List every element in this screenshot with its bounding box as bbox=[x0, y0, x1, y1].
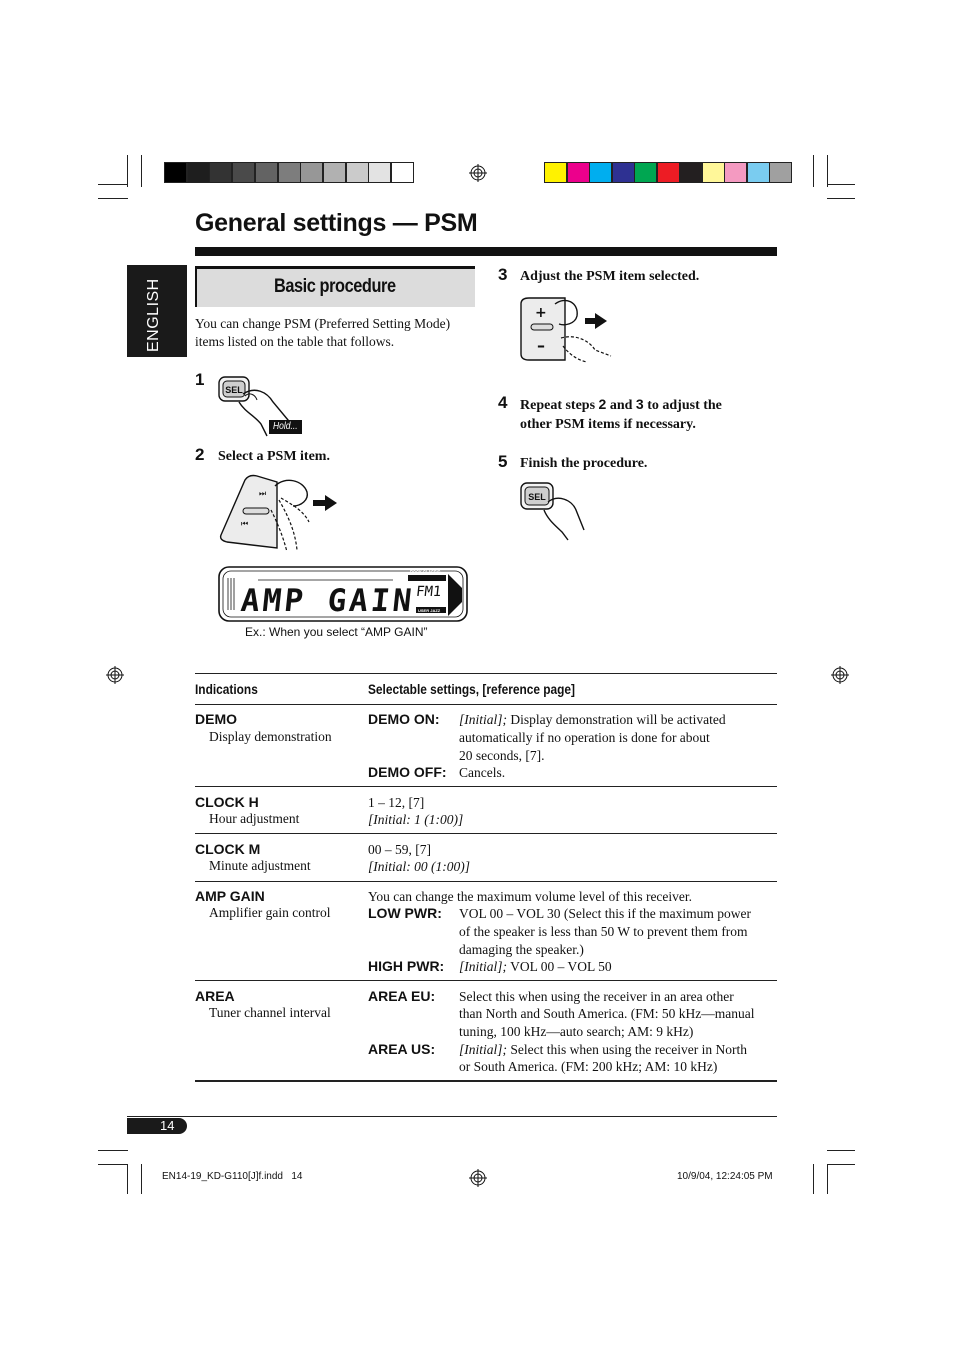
option-line: automatically if no operation is done for about bbox=[459, 730, 710, 745]
section-heading: Basic procedure bbox=[274, 276, 396, 297]
sel-hold-illustration bbox=[215, 374, 315, 440]
option-line-text: VOL 00 – VOL 50 bbox=[507, 959, 612, 974]
page-title: General settings — PSM bbox=[195, 209, 478, 237]
lcd-tag-top: ROCK CLASSIC bbox=[410, 569, 441, 574]
color-swatch bbox=[612, 162, 635, 183]
option-line: 20 seconds, [7]. bbox=[459, 748, 545, 763]
table-header-rule bbox=[195, 704, 777, 705]
svg-text:SEL: SEL bbox=[225, 385, 243, 395]
row-name: CLOCK M bbox=[195, 841, 261, 857]
row-name: AMP GAIN bbox=[195, 888, 265, 904]
step-4-text bbox=[520, 395, 722, 434]
table-top-rule bbox=[195, 673, 777, 674]
option-text bbox=[459, 958, 612, 976]
step-ref-2: 2 bbox=[598, 396, 607, 412]
row-rule bbox=[195, 833, 777, 834]
page-number-box bbox=[127, 1118, 187, 1134]
row-range: 1 – 12, [7] bbox=[368, 795, 425, 810]
footer-rule bbox=[127, 1116, 777, 1117]
gray-swatch bbox=[209, 162, 232, 183]
gray-swatch bbox=[164, 162, 187, 183]
option-line-text: Display demonstration will be activated bbox=[507, 712, 726, 727]
color-swatch bbox=[544, 162, 567, 183]
language-tab-label: ENGLISH bbox=[145, 278, 162, 352]
hold-label: Hold... bbox=[273, 421, 298, 432]
row-intro: You can change the maximum volume level of this receiver. bbox=[368, 889, 693, 904]
header-settings: Selectable settings, [reference page] bbox=[368, 681, 576, 697]
row-rule bbox=[195, 881, 777, 882]
initial-marker: [Initial]; bbox=[459, 712, 508, 727]
gray-swatch bbox=[346, 162, 369, 183]
step-4-line: other PSM items if necessary. bbox=[520, 417, 696, 432]
svg-text:⏭: ⏭ bbox=[259, 489, 267, 498]
row-rule bbox=[195, 786, 777, 787]
gray-swatch bbox=[323, 162, 346, 183]
row-desc: Tuner channel interval bbox=[209, 1005, 331, 1020]
row-desc: Hour adjustment bbox=[209, 811, 300, 826]
option-text: Cancels. bbox=[459, 765, 506, 780]
title-rule bbox=[195, 247, 777, 256]
step-2-number: 2 bbox=[195, 445, 205, 464]
step-5-text: Finish the procedure. bbox=[520, 456, 648, 471]
gray-swatch bbox=[255, 162, 278, 183]
row-initial: [Initial: 00 (1:00)] bbox=[368, 859, 470, 874]
color-swatch bbox=[747, 162, 770, 183]
color-swatch bbox=[634, 162, 657, 183]
row-name: DEMO bbox=[195, 711, 237, 727]
intro-line: items listed on the table that follows. bbox=[195, 334, 395, 349]
step-4-line bbox=[520, 395, 722, 415]
gray-swatch bbox=[391, 162, 414, 183]
option-line: damaging the speaker.) bbox=[459, 942, 584, 957]
step-3-number: 3 bbox=[498, 265, 508, 284]
gray-swatch bbox=[368, 162, 391, 183]
display-caption: Ex.: When you select “AMP GAIN” bbox=[245, 625, 428, 639]
initial-marker: [Initial]; bbox=[459, 959, 508, 974]
volume-knob-illustration bbox=[515, 294, 625, 364]
row-name: CLOCK H bbox=[195, 794, 259, 810]
option-label: AREA US: bbox=[368, 1041, 436, 1057]
option-label: DEMO OFF: bbox=[368, 764, 447, 780]
row-rule bbox=[195, 980, 777, 981]
intro-line: You can change PSM (Preferred Setting Mode) bbox=[195, 316, 451, 331]
svg-text:–: – bbox=[537, 336, 545, 355]
option-label: LOW PWR: bbox=[368, 905, 442, 921]
option-line: than North and South America. (FM: 50 kHz—manual bbox=[459, 1006, 755, 1021]
row-desc: Minute adjustment bbox=[209, 858, 311, 873]
color-swatch bbox=[567, 162, 590, 183]
color-swatch bbox=[702, 162, 725, 183]
sel-press-illustration bbox=[518, 480, 590, 542]
color-swatch bbox=[769, 162, 792, 183]
initial-marker: [Initial]; bbox=[459, 1042, 508, 1057]
step-4-post: to adjust the bbox=[643, 398, 722, 413]
step-4-number: 4 bbox=[498, 393, 508, 412]
footer-date: 10/9/04, 12:24:05 PM bbox=[677, 1171, 773, 1182]
gray-swatch bbox=[300, 162, 323, 183]
registration-mark-left bbox=[106, 666, 124, 684]
step-4-mid: and bbox=[606, 398, 636, 413]
row-desc: Amplifier gain control bbox=[209, 905, 331, 920]
svg-text:+: + bbox=[535, 305, 547, 321]
lcd-tag-bottom: USER JAZZ bbox=[418, 608, 441, 613]
color-swatch bbox=[657, 162, 680, 183]
gray-swatch bbox=[232, 162, 255, 183]
lcd-main-text: AMP GAIN bbox=[239, 583, 417, 619]
svg-text:SEL: SEL bbox=[528, 492, 546, 502]
intro-text bbox=[195, 315, 450, 351]
color-swatch bbox=[724, 162, 747, 183]
step-5-number: 5 bbox=[498, 452, 508, 471]
option-label: AREA EU: bbox=[368, 988, 436, 1004]
registration-mark-bottom bbox=[469, 1169, 487, 1187]
table-bottom-rule bbox=[195, 1080, 777, 1082]
row-name: AREA bbox=[195, 988, 235, 1004]
registration-mark-top bbox=[469, 164, 487, 182]
option-text bbox=[459, 711, 726, 729]
option-label: HIGH PWR: bbox=[368, 958, 445, 974]
option-line: of the speaker is less than 50 W to prevent them from bbox=[459, 924, 748, 939]
step-1-number: 1 bbox=[195, 370, 205, 389]
option-line bbox=[459, 711, 726, 729]
color-swatch bbox=[589, 162, 612, 183]
gray-swatch bbox=[187, 162, 210, 183]
option-line: Select this when using the receiver in an area other bbox=[459, 989, 734, 1004]
footer-file: EN14-19_KD-G110[J]f.indd 14 bbox=[162, 1171, 303, 1182]
registration-mark-right bbox=[831, 666, 849, 684]
option-line: VOL 00 – VOL 30 (Select this if the maximum power bbox=[459, 906, 751, 921]
lcd-band-text: FM1 bbox=[415, 584, 443, 600]
seek-knob-illustration bbox=[215, 470, 345, 555]
row-initial: [Initial: 1 (1:00)] bbox=[368, 812, 464, 827]
row-desc: Display demonstration bbox=[209, 729, 332, 744]
step-ref-3: 3 bbox=[635, 396, 644, 412]
option-line: tuning, 100 kHz—auto search; AM: 9 kHz) bbox=[459, 1024, 694, 1039]
row-range: 00 – 59, [7] bbox=[368, 842, 431, 857]
option-text bbox=[459, 1041, 747, 1059]
svg-text:⏮: ⏮ bbox=[241, 519, 249, 528]
step-2-text: Select a PSM item. bbox=[218, 449, 330, 464]
option-label: DEMO ON: bbox=[368, 711, 440, 727]
option-line-text: Select this when using the receiver in North bbox=[507, 1042, 747, 1057]
step-4-pre: Repeat steps bbox=[520, 398, 599, 413]
page-number: 14 bbox=[160, 1118, 175, 1133]
gray-swatch bbox=[278, 162, 301, 183]
color-swatch bbox=[679, 162, 702, 183]
step-3-text: Adjust the PSM item selected. bbox=[520, 269, 700, 284]
header-indications: Indications bbox=[195, 681, 258, 697]
option-line: or South America. (FM: 200 kHz; AM: 10 kHz) bbox=[459, 1059, 718, 1074]
